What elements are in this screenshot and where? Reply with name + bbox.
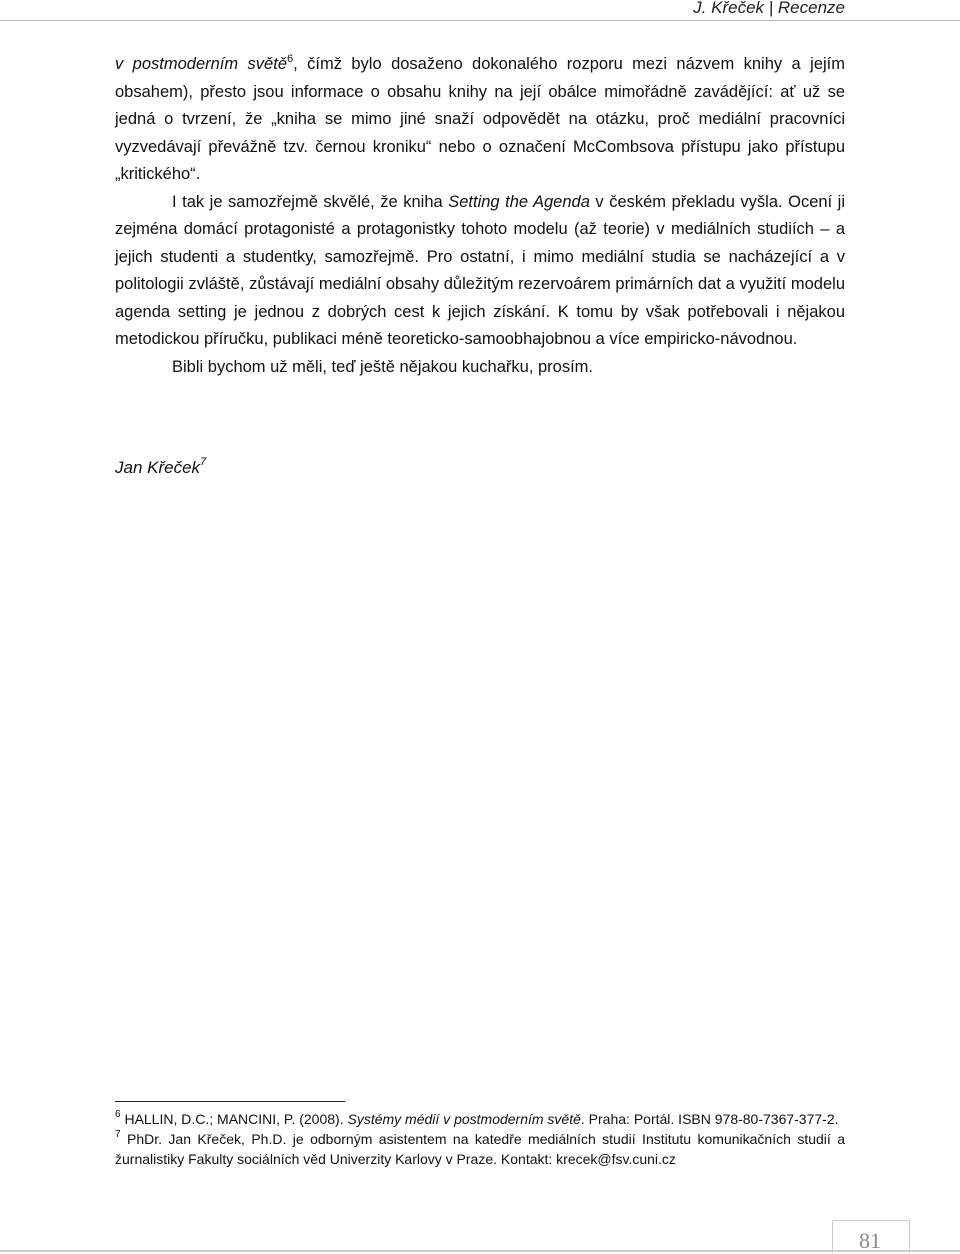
author-name: Jan Křeček — [115, 458, 201, 477]
footnote-6 — [115, 1109, 845, 1129]
footnote-7-text: PhDr. Jan Křeček, Ph.D. je odborným asistentem na katedře mediálních studií Institutu komunikačních studií a žurnalistiky Fakulty sociálních věd Univerzity Karlovy v Praze. Kontakt: krecek@fsv.cuni.cz — [115, 1131, 845, 1167]
body-text — [115, 51, 845, 381]
footnote-6-start: HALLIN, D.C.; MANCINI, P. (2008). — [120, 1111, 348, 1127]
footnote-separator — [115, 1101, 345, 1102]
footnote-ref-7[interactable]: 7 — [200, 456, 207, 469]
paragraph-2 — [115, 189, 845, 354]
footnote-6-rest: . Praha: Portál. ISBN 978-80-7367-377-2. — [580, 1111, 839, 1127]
paragraph-3: Bibli bychom už měli, teď ještě nějakou kuchařku, prosím. — [172, 357, 593, 376]
footnotes — [115, 1109, 845, 1169]
paragraph-1-text: , čímž bylo dosaženo dokonalého rozporu mezi názvem knihy a jejím obsahem), přesto jsou informace o obsahu knihy na její obálce mimořádně zavádějící: ať už se jedná o tvrzení, že „kniha se mimo jiné snaží odpovědět na otázku, proč mediální pracovníci vyzvedávají převážně tzv. černou kroniku“ nebo o označení McCombsova přístupu jako přístupu „kritického“. — [115, 55, 845, 183]
footnote-7 — [115, 1129, 845, 1169]
page-number: 81 — [859, 1228, 881, 1253]
page-footer-line — [0, 1250, 960, 1252]
paragraph-2-text: v českém překladu vyšla. Ocení ji zejména domácí protagonisté a protagonistky tohoto modelu (až teorie) v mediálních studiích – a jejich studenti a studentky, samozřejmě. Pro ostatní, i mimo mediální studia se nacházející a v politologii zvláště, zůstávají mediální obsahy důležitým rezervoárem primárních dat a využití modelu agenda setting je jednou z dobrých cest k jejich získání. K tomu by však potřebovali i nějakou metodickou příručku, publikaci méně teoreticko-samoobhajobnou a více empiricko-návodnou. — [115, 192, 845, 348]
paragraph-2-start: I tak je samozřejmě skvělé, že kniha — [172, 192, 449, 211]
footnote-6-title: Systémy médií v postmoderním světě — [347, 1111, 581, 1127]
footnote-6-number: 6 — [115, 1109, 121, 1121]
paragraph-1-italic: v postmoderním světě — [115, 55, 287, 73]
author-signature — [115, 458, 206, 478]
book-title-italic: Setting the Agenda — [448, 192, 590, 211]
footnote-ref-6[interactable]: 6 — [287, 52, 294, 65]
page-header — [0, 0, 960, 21]
footnote-7-number: 7 — [115, 1129, 121, 1141]
running-title: J. Křeček | Recenze — [693, 0, 845, 17]
paragraph-1 — [115, 51, 845, 189]
